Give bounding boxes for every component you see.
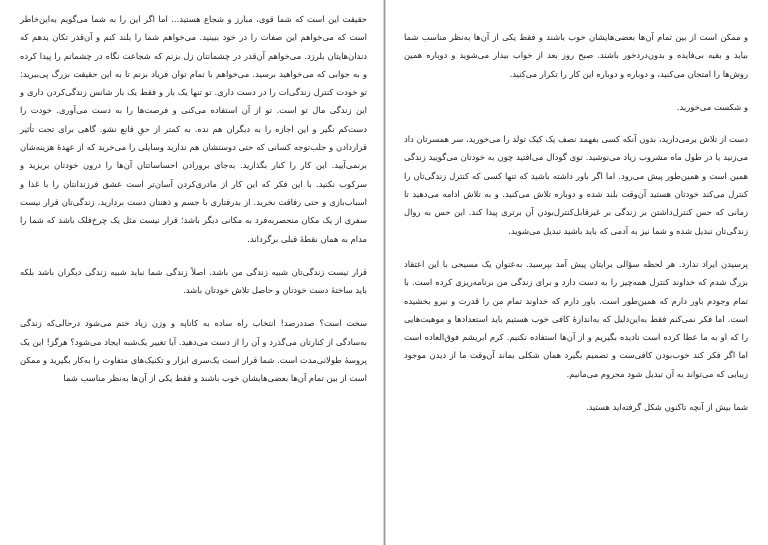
paragraph: دست از تلاش برمی‌دارید، بدون آنکه کسی بفهمد نصف یک کیک تولد را می‌خورید، سر همسرتان داد می‌زنید یا در طول ماه مشروب زیاد می‌نوشید. توی گودال می‌افتید چون به خودتان می‌گویید زندگی همین است و همین‌طور پیش می‌رود. اما اگر باور داشته باشید که تنها کسی که کنترل زندگی‌تان را کنترل می‌کند خودتان هستید آن‌وقت بلند شده و دوباره تلاش می‌کنید. و به تلاش ادامه می‌دهید تا زمانی که حس کنترل‌داشتن بر زندگی بر غیرقابل‌کنترل‌بودن آن برتری پیدا کند. این حس به روال زندگی‌تان تبدیل شده و شما نیز به آدمی که باید باشید تبدیل می‌شوید. <box>404 134 748 236</box>
paragraph: و ممکن است از بین تمام آن‌ها بعضی‌هایشان خوب باشند و فقط یکی از آن‌ها به‌نظر مناسب شما بیاید و بقیه بی‌فایده و بدون‌دردخور باشند. صبح روز بعد از خواب بیدار می‌شوید و دوباره همین روش‌ها را امتحان می‌کنید، و دوباره و دوباره این کار را تکرار می‌کنید. <box>404 32 748 79</box>
left-page <box>0 0 383 545</box>
paragraph: قرار نیست زندگی‌تان شبیه زندگی من باشد. اصلاً زندگی شما نباید شبیه زندگی دیگران باشد بلکه باید ساختهٔ دست خودتان و حاصل تلاش خودتان باشد. <box>20 266 367 296</box>
paragraph: سخت است؟ صددرصد! انتخاب راه ساده به کاناپه و وزن زیاد ختم می‌شود درحالی‌که زندگی به‌سادگی از کنارتان می‌گذرد و آن را از دست می‌دهید. آیا تغییر یک‌شبه ایجاد می‌شود؟ هرگز! این یک پروسهٔ طولانی‌مدت است. شما قرار است یک‌سری ابزار و تکنیک‌های متفاوت را به‌کار بگیرید و ممکن است از بین تمام آن‌ها بعضی‌هایشان خوب باشند و فقط یکی از آن‌ها به‌نظر مناسب شما <box>20 318 367 384</box>
paragraph: حقیقت این است که شما قوی، مبارز و شجاع هستید... اما اگر این را به شما می‌گویم به‌این‌خاطر است که می‌خواهم این صفات را در خود ببینید. می‌خواهم شما را بلند کنم و آن‌قدر تکان بدهم که دندان‌هایتان بلرزد. می‌خواهم آن‌قدر در چشمانتان زل بزنم که شجاعت نگاه در چشمانم را پیدا کرده و به جوابی که می‌خواهید برسید. می‌خواهم با تمام توان فریاد بزنم تا به این حقیقت بزرگ پی‌ببرید: تو خودت کنترل زندگی‌ات را در دست داری. تو تنها یک بار و فقط یک بار شانس زندگی‌کردن داری و این زندگی مال تو است. تو از آن استفاده می‌کنی و فرصت‌ها را به دست می‌آوری. خودت را دست‌کم نگیر و این اجازه را به دیگران هم نده. به کمتر از حقِ قانع نشو. گاهی برای تحت تأثیر قراردادن و جلب‌توجه کسانی که حتی دوستشان هم ندارید وسایلی را می‌خرید که از عهدهٔ هزینه‌شان برنمی‌آیید. این کار را کنار بگذارید. به‌جای برورادن احساساتتان آن‌ها را درون خودتان بریزید و سرکوب نکنید. با این فکر که این کار از مادری‌کردن آسان‌تر است عشق فرزندانتان را با غذا و اسباب‌بازی و حتی رفاقت نخرید. از بدرفتاری با جسم و ذهنتان دست بردارید. زندگی‌تان قرار نیست سفری از یک مکان منحصربه‌فرد به مکانی دیگر باشد؛ قرار نیست مثل یک چرخ‌فلک باشد که شما را مدام به همان نقطهٔ قبلی برگرداند. <box>20 14 367 244</box>
right-page <box>386 0 768 545</box>
paragraph: شما بیش از آنچه تاکنون شکل گرفته‌اید هستید. <box>585 402 748 413</box>
paragraph: پرسیدن ایراد ندارد. هر لحظه سؤالی برایتان پیش آمد بپرسید. به‌عنوان یک مسیحی با این اعتقاد بزرگ شدم که خداوند کنترل همه‌چیز را به دست دارد و برای زندگی من برنامه‌ریزی کرده است. با تمام وجودم باور دارم که همین‌طور است. باور دارم که خداوند تمام من را قدرت و نیرو بخشیده است. اما فکر نمی‌کنم فقط به‌این‌دلیل که به‌اندازهٔ کافی خوب هستیم باید استعدادها و موهبت‌هایی را که او به ما عطا کرده است نادیده بگیریم و از آن‌ها استفاده نکنیم. کرم ابریشم فوق‌العاده است اما اگر فکر کند خوب‌بودن کافی‌ست و تصمیم بگیرد همان شکلی بماند آن‌وقت ما از دیدن موجود زیبایی که می‌تواند به آن تبدیل شود محروم می‌مانیم. <box>404 258 748 379</box>
paragraph: و شکست می‌خورید. <box>676 101 748 112</box>
